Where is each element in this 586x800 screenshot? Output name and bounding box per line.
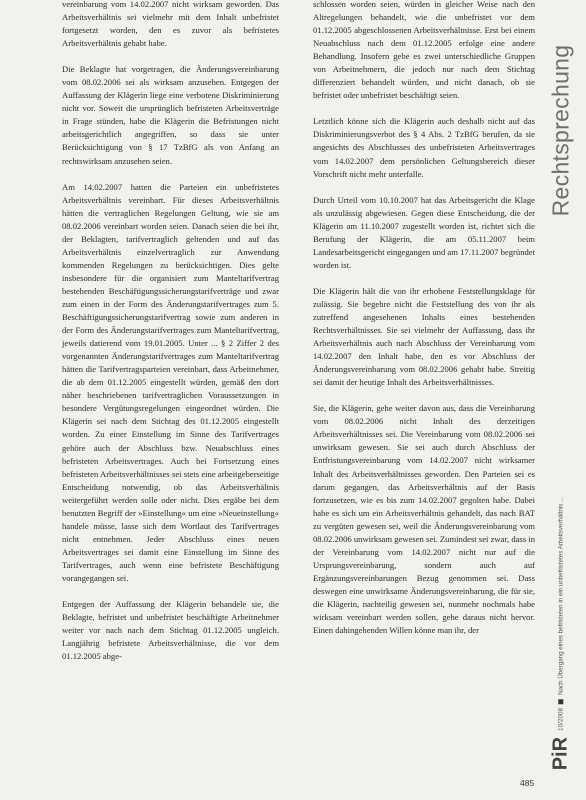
right-text-column xyxy=(313,0,535,650)
running-footer-title: Nach Übergang eines befristeten in ein unbefristetes Arbeitsverhältnis ... xyxy=(557,496,565,695)
left-text-column xyxy=(62,0,279,676)
journal-logo: PiR xyxy=(549,736,572,770)
separator-square-icon xyxy=(559,698,564,703)
page-number: 485 xyxy=(520,778,535,788)
paragraph: Entgegen der Auffassung der Klägerin behandele sie, die Beklagte, befristet und unbefristet beschäftigte Arbeitnehmer weiter vor nach nach dem Stichtag 01.12.2005 ungleich. Langjährig befristete Arbeitsverhältnisse, die vor dem 01.12.2005 abge- xyxy=(62,599,279,662)
paragraph: Am 14.02.2007 hatten die Parteien ein unbefristetes Arbeitsverhältnis vereinbart. Für dieses Arbeitsverhältnis hätten die vertraglichen Regelungen Geltung, wie sie am 08.02.2006 vereinbart worden seien. Danach seien die bei ihr, der Beklagten, tarifvertraglich geltenden und auf das Arbeitsverhältnis einzelvertraglich zur Anwendung kommenden Regelungen zu berücksichtigen. Dies gelte insbesondere für die organisiert zum Manteltarifvertrag bestehenden Beschäftigungssicherungstarifverträge und zwar zum einen in der Form des Änderungstarifvertrages zum 5. Beschäftigungssicherungstarifvertrag sowie zum anderen in der Form des Änderungstarifvertrages zum Manteltarifvertrag, jeweils datierend vom 19.01.2005. Unter ... § 2 Ziffer 2 des vorgenannten Änderungstarifvertrages zum Manteltarifvertrag hätten die Tarifvertragsparteien vereinbart, dass Arbeitnehmer, die ab dem 01.12.2005 eingestellt würden, gemäß den dort näher beschriebenen tarifvertraglichen Voraussetzungen in besondere Vergütungsregelungen eingeordnet würden. Die Klägerin sei nach dem Stichtag des 01.12.2005 eingestellt worden. Zu einer Einstellung im Sinne des Tarifvertrages gehöre auch der Abschluss bzw. Neuabschluss eines befristeten Arbeitsvertrages. Auch bei Fortsetzung eines befristeten Arbeitsverhältnisses sei stets eine arbeitgeberseitige Entscheidung notwendig, ob das Arbeitsverhältnis weitergeführt werden solle oder nicht. Dies ergäbe bei dem benutzten Begriff der »Einstellung« um eine »Neueinstellung« handele müsse, lasse sich dem Wortlaut des Tarifvertrages nicht entnehmen. Jeder Abschluss eines neuen Arbeitsvertrages sei damit eine Einstellung im Sinne des Tarifvertrages, auch wenn eine befristete Beschäftigung vorangegangen sei. xyxy=(62,181,279,583)
section-title: Rechtsprechung xyxy=(547,44,574,217)
paragraph: Die Klägerin hält die von ihr erhobene Feststellungsklage für zulässig. Sie begehre nicht die Feststellung des von ihr als zutreffend angesehenen Inhalts eines bestehenden Rechtsverhältnisses. Sie sei vielmehr der Auffassung, dass ihr Arbeitsverhältnis auch nach Abschluss der Vereinbarung vom 14.02.2007 den Inhalt habe, den es vor Abschluss der Änderungsvereinbarung vom 08.02.2006 gehabt habe. Streitig sei damit der heutige Inhalt des Arbeitsverhältnisses. xyxy=(313,285,535,388)
paragraph: Die Beklagte hat vorgetragen, die Änderungsvereinbarung vom 08.02.2006 sei als wirksam anzusehen. Entgegen der Auffassung der Klägerin liege eine verbotene Diskriminierung nicht vor. Soweit die ursprünglich befristeten Arbeitsverträge in Frage stünden, habe die Klägerin die Befristungen nicht arbeitsgerichtlich angegriffen, so dass sie unter Berücksichtigung von § 17 TzBfG als von Anfang an rechtswirksam anzusehen seien. xyxy=(62,64,279,166)
issue-number: 10/2008 xyxy=(557,707,565,731)
vertical-footer xyxy=(538,468,584,798)
section-title-vertical xyxy=(538,18,584,243)
paragraph: schlossen worden seien, würden in gleicher Weise nach den Altregelungen behandelt, wie die unbefristet vor dem 01.12.2005 abgeschlossenen Arbeitsverhältnisse. Erst bei einem Neuabschluss nach dem 01.12.2005 erfolge eine andere Behandlung. Insofern gebe es zwei unterschiedliche Gruppen von Arbeitnehmern, die jedoch nur nach dem Stichtag differenziert behandelt würden, und nicht danach, ob sie befristet oder unbefristet beschäftigt seien. xyxy=(313,0,535,101)
paragraph: vereinbarung vom 14.02.2007 nicht wirksam geworden. Das Arbeitsverhältnis sei vielmehr mit dem Inhalt unbefristet fortgesetzt worden, den es zuvor als befristetes Arbeitsverhältnis gehabt habe. xyxy=(62,0,279,49)
paragraph: Letztlich könne sich die Klägerin auch deshalb nicht auf das Diskriminierungsverbot des § 4 Abs. 2 TzBfG berufen, da sie angesichts des Abschlusses des unbefristeten Arbeitsvertrages vom 14.02.2007 dem persönlichen Geltungsbereich dieser Vorschrift nicht mehr unterfalle. xyxy=(313,116,535,179)
paragraph: Durch Urteil vom 10.10.2007 hat das Arbeitsgericht die Klage als unzulässig abgewiesen. Gegen diese Entscheidung, die der Klägerin am 11.10.2007 zugestellt worden ist, richtet sich die Berufung der Klägerin, die am 05.11.2007 beim Landesarbeitsgericht eingegangen und am 17.11.2007 begründet worden ist. xyxy=(313,194,535,270)
paragraph: Sie, die Klägerin, gehe weiter davon aus, dass die Vereinbarung vom 08.02.2006 nicht Inhalt des derzeitigen Arbeitsverhältnisses sei. Die Vereinbarung vom 08.02.2006 sei unwirksam gewesen. Sie sei auch durch Abschluss der Entfristungsvereinbarung vom 14.02.2007 nicht wirksamer Inhalt des Arbeitsverhältnisses geworden. Den Parteien sei es darum gegangen, das Arbeitsverhältnis auf der Basis fortzusetzen, wie es bis zum 14.02.2007 gegolten habe. Dabei habe es sich um ein Arbeitsverhältnis gehandelt, das nach BAT zu vergüten gewesen sei, weil die Änderungsvereinbarung vom 08.02.2006 unwirksam gewesen sei. Zumindest sei zwar, dass in der Vereinbarung vom 14.02.2007 nicht nur auf die Ursprungsvereinbarung, sondern auch auf Ergänzungsvereinbarungen Bezug genommen sei. Dass deswegen eine unwirksame Änderungsvereinbarung, die für sie, die Klägerin, nachteilig gewesen sei, nunmehr nochmals habe wirksam vereinbart werden sollen, gehe daraus nicht hervor. Einen dahingehenden Willen könne man ihr, der xyxy=(313,403,535,636)
